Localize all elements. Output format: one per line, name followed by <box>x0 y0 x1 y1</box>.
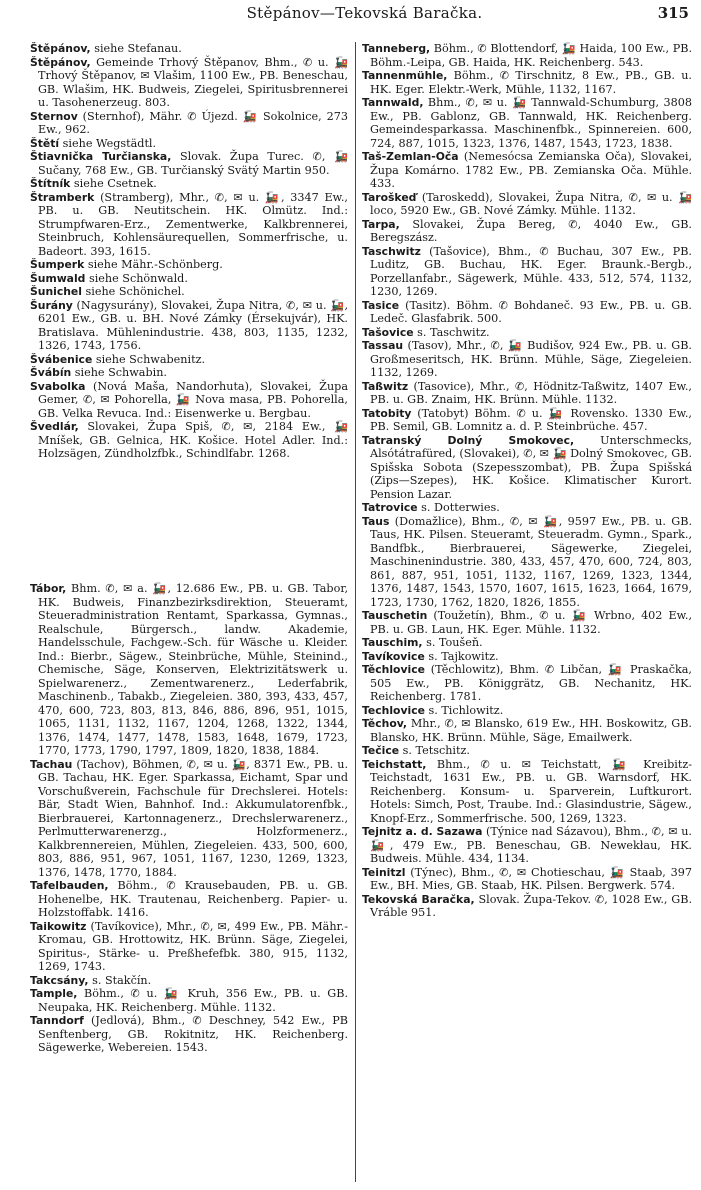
directory-entry <box>30 56 348 110</box>
entry-headword: Štramberk <box>30 190 95 204</box>
directory-entry <box>362 218 692 245</box>
left-column-block-b <box>30 582 348 1055</box>
entry-headword: Teinitzl <box>362 865 406 879</box>
entry-headword: Taschwitz <box>362 244 421 258</box>
entry-headword: Šurány <box>30 298 73 312</box>
entry-text: (Stramberg), Mhr., ✆, ✉ u. 🚂, 3347 Ew., PB. u. GB. Neutitschein. HK. Olmütz. Ind.: Strumpfwaren-Erz., Zementwerke, Kalkbrennerei, Steinbruch, Kohlensäurequellen, Sommerfrische, u. Badeort. 393, 1615. <box>38 190 348 258</box>
directory-entry <box>30 987 348 1014</box>
entry-text: s. Dotterwies. <box>417 501 500 514</box>
entry-text: (Jedlová), Bhm., ✆ Deschney, 542 Ew., PB Senftenberg, GB. Rokitnitz, HK. Reichenberg. Sägewerke, Webereien. 1543. <box>38 1014 348 1054</box>
directory-entry <box>30 272 348 286</box>
directory-entry <box>362 609 692 636</box>
entry-text: (Domažlice), Bhm., ✆, ✉ 🚂, 9597 Ew., PB. u. GB. Taus, HK. Pilsen. Steueramt, Steueradm. Gymn., Spark., Bandfbk., Bierbrauerei, Sägewerke, Ziegelei, Maschinenindustrie. 380, 433, 457, 470, 600, 724, 803, 861, 887, 951, 1051, 1132, 1167, 1269, 1323, 1344, 1376, 1487, 1543, 1570, 1607, 1615, 1623, 1664, 1679, 1723, 1730, 1762, 1820, 1826, 1855. <box>370 514 692 609</box>
left-column <box>30 42 348 1182</box>
entry-text: siehe Wegstädtl. <box>59 136 157 150</box>
directory-entry <box>30 758 348 880</box>
directory-entry <box>30 42 348 56</box>
directory-entry <box>30 353 348 367</box>
entry-headword: Tábor, <box>30 582 67 595</box>
entry-text: (Nová Maša, Nandorhuta), Slovakei, Župa Gemer, ✆, ✉ Pohorella, 🚂 Nova masa, PB. Pohorella, GB. Velka Revuca. Ind.: Eisenwerke u. Bergbau. <box>38 379 348 420</box>
entry-headword: Švedlár, <box>30 420 79 433</box>
entry-headword: Těchov, <box>362 717 408 730</box>
page-number: 315 <box>657 4 689 22</box>
left-column-block-a <box>30 42 348 461</box>
entry-headword: Tanndorf <box>30 1014 84 1027</box>
entry-headword: Šunichel <box>30 285 82 298</box>
entry-text: Böhm., ✆ Krausebauden, PB. u. GB. Hohenelbe, HK. Trautenau, Reichenberg. Papier- u. Holzstoffabk. 1416. <box>38 879 348 919</box>
entry-text: Böhm., ✆ Blottendorf, 🚂 Haida, 100 Ew., PB. Böhm.-Leipa, GB. Haida, HK. Reichenberg. 543. <box>370 42 692 69</box>
entry-text: (Tasovice), Mhr., ✆, Hödnitz-Taßwitz, 1407 Ew., PB. u. GB. Znaim, HK. Brünn. Mühle. 1132. <box>370 379 692 406</box>
directory-entry <box>362 758 692 826</box>
entry-text: (Toužetín), Bhm., ✆ u. 🚂 Wrbno, 402 Ew., PB. u. GB. Laun, HK. Eger. Mühle. 1132. <box>370 609 692 636</box>
entry-headword: Taš-Zemlan-Oča <box>362 150 459 163</box>
directory-entry <box>30 974 348 988</box>
directory-entry <box>30 1014 348 1055</box>
directory-entry <box>30 177 348 191</box>
directory-entry <box>362 663 692 704</box>
entry-text: (Tasov), Mhr., ✆, 🚂 Budišov, 924 Ew., PB. u. GB. Großmeseritsch, HK. Brünn. Mühle, Säge, Ziegeleien. 1132, 1269. <box>370 339 692 379</box>
entry-text: s. Tichlowitz. <box>424 703 504 717</box>
directory-entry <box>30 420 348 461</box>
directory-entry <box>362 42 692 69</box>
entry-headword: Tassau <box>362 339 404 352</box>
entry-text: s. Toušeň. <box>422 636 483 649</box>
entry-headword: Svabolka <box>30 379 86 393</box>
entry-text: (Tatobyt) Böhm. ✆ u. 🚂 Rovensko. 1330 Ew., PB. Semil, GB. Lomnitz a. d. P. Steinbrüche. 457. <box>370 406 692 433</box>
entry-text: siehe Schwabenitz. <box>92 352 206 366</box>
entry-headword: Štiavnička Turčianska, <box>30 150 172 163</box>
right-column <box>362 42 692 1182</box>
directory-entry <box>362 825 692 866</box>
directory-entry <box>362 96 692 150</box>
directory-entry <box>362 866 692 893</box>
entry-headword: Štětí <box>30 136 60 150</box>
entry-text: s. Tetschitz. <box>399 744 470 757</box>
entry-text: s. Stakčín. <box>88 973 152 987</box>
entry-headword: Tanneberg, <box>362 42 431 55</box>
entry-text: Mhr., ✆, ✉ Blansko, 619 Ew., HH. Boskowitz, GB. Blansko, HK. Brünn. Mühle, Säge, Emailwerk. <box>370 717 692 744</box>
entry-headword: Tatranský Dolný Smokovec, <box>362 433 575 447</box>
entry-headword: Šumperk <box>30 258 85 271</box>
entry-text: siehe Stefanau. <box>90 42 182 55</box>
entry-text: (Tašovice), Bhm., ✆ Buchau, 307 Ew., PB. Luditz, GB. Buchau, HK. Eger. Braunk.-Bergb., Porzellanfabr., Sägewerk, Mühle. 433, 512, 574, 1132, 1230, 1269. <box>370 244 692 298</box>
directory-entry <box>362 650 692 664</box>
directory-entry <box>30 110 348 137</box>
entry-text: Slovak. Župa Turec. ✆, 🚂 Sučany, 768 Ew., GB. Turčianský Svätý Martin 950. <box>38 150 348 177</box>
directory-entry <box>362 636 692 650</box>
directory-entry <box>362 704 692 718</box>
entry-text: (Sternhof), Mähr. ✆ Újezd. 🚂 Sokolnice, 273 Ew., 962. <box>38 109 348 136</box>
page-header <box>40 4 689 26</box>
entry-headword: Švábín <box>30 366 72 379</box>
entry-headword: Švábenice <box>30 352 93 366</box>
entry-headword: Tekovská Baračka, <box>362 892 475 906</box>
entry-headword: Takcsány, <box>30 973 89 987</box>
directory-entry <box>30 285 348 299</box>
directory-entry <box>362 434 692 502</box>
entry-text: Böhm., ✆ u. 🚂 Kruh, 356 Ew., PB. u. GB. Neupaka, HK. Reichenberg. Mühle. 1132. <box>38 987 348 1014</box>
entry-headword: Tannenmühle, <box>362 69 448 82</box>
entry-headword: Tachau <box>30 757 73 771</box>
directory-entry <box>362 69 692 96</box>
directory-entry <box>362 744 692 758</box>
entry-text: Gemeinde Trhový Štěpanov, Bhm., ✆ u. 🚂 Trhový Štěpanov, ✉ Vlašim, 1100 Ew., PB. Beneschau, GB. Wlašim, HK. Budweis, Ziegelei, Spiritusbrennerei u. Tasohenerzeug. 803. <box>38 55 348 109</box>
entry-text: siehe Mähr.-Schönberg. <box>84 258 223 271</box>
entry-headword: Štěpánov, <box>30 55 91 69</box>
directory-entry <box>362 717 692 744</box>
directory-entry <box>362 380 692 407</box>
entry-text: (Tavíkovice), Mhr., ✆, ✉, 499 Ew., PB. Mähr.-Kromau, GB. Hrottowitz, HK. Brünn. Säge, Ziegelei, Spiritus-, Stärke- u. Preßhefefbk. 380, 915, 1132, 1269, 1743. <box>38 919 348 973</box>
entry-headword: Taikowitz <box>30 919 87 933</box>
directory-entry <box>362 299 692 326</box>
entry-text: Unterschmecks, Alsótátrafüred, (Slovakei), ✆, ✉ 🚂 Dolný Smokovec, GB. Spišska Sobota (Szepesszombat), PB. Župa Spišská (Zips—Szepes), HK. Košice. Klimatischer Kurort. Pension Lazar. <box>370 433 692 501</box>
entry-text: siehe Schwabin. <box>71 366 167 379</box>
directory-entry <box>362 339 692 380</box>
directory-entry <box>30 582 348 758</box>
entry-headword: Tauschetin <box>362 609 428 622</box>
entry-text: Slovakei, Župa Spiš, ✆, ✉, 2184 Ew., 🚂 Mníšek, GB. Gelnica, HK. Košice. Hotel Adler. Ind.: Holzsägen, Zündholzfbk., Schindlfabr. 1268. <box>38 420 348 460</box>
right-column-block <box>362 42 692 920</box>
directory-entry <box>30 299 348 353</box>
entry-text: Bhm. ✆, ✉ a. 🚂, 12.686 Ew., PB. u. GB. Tabor, HK. Budweis, Finanzbezirksdirektion, Steueramt, Steueradministration Rentamt, Sparkassa, Gymnas., Realschule, Bürgersch., landw. Akademie, Handelsschule, Fachgew.-Sch. für Wäsche u. Kleider. Ind.: Bierbr., Sägew., Steinbrüche, Mühle, Steinind., Chemische, Säge, Konserven, Elektrizitätswerk u. Spielwarenerz., Zementwarenerz., Lederfabrik, Maschinenb., Tabakb., Ziegeleien. 380, 393, 433, 457, 470, 600, 723, 803, 813, 846, 886, 896, 951, 1015, 1065, 1131, 1132, 1167, 1204, 1268, 1322, 1344, 1376, 1474, 1477, 1478, 1583, 1648, 1679, 1723, 1770, 1773, 1790, 1797, 1809, 1820, 1838, 1884. <box>38 582 348 757</box>
entry-text: siehe Csetnek. <box>70 177 157 190</box>
directory-entry <box>30 380 348 421</box>
directory-entry <box>362 515 692 610</box>
entry-headword: Tatobity <box>362 406 412 420</box>
directory-entry <box>362 893 692 920</box>
entry-text: (Nemesócsa Zemianska Oča), Slovakei, Župa Komárno. 1782 Ew., PB. Zemianska Oča. Mühle. 433. <box>370 150 692 190</box>
entry-headword: Taßwitz <box>362 379 409 393</box>
entry-text: (Týnec), Bhm., ✆, ✉ Chotieschau, 🚂 Staab, 397 Ew., BH. Mies, GB. Staab, HK. Pilsen. Bergwerk. 574. <box>370 865 692 892</box>
entry-text: s. Taschwitz. <box>413 325 490 339</box>
entry-headword: Taus <box>362 514 390 528</box>
entry-text: (Tachov), Böhmen, ✆, ✉ u. 🚂, 8371 Ew., PB. u. GB. Tachau, HK. Eger. Sparkassa, Eichamt, Spar und Vorschußverein, Fachschule für Drechslerei. Hotels: Bär, Stadt Wien, Bahnhof. Ind.: Akkumulatorenfbk., Bierbrauerei, Kartonnagenerz., Drechslerwarenerz., Perlmutterwarenerzg., Holzformenerz., Kalkbrennereien, Mühlen, Ziegeleien. 433, 500, 600, 803, 886, 951, 967, 1051, 1167, 1230, 1269, 1323, 1376, 1478, 1770, 1884. <box>38 757 348 879</box>
directory-entry <box>362 326 692 340</box>
entry-headword: Tample, <box>30 987 78 1000</box>
entry-text: Böhm., ✆ Tirschnitz, 8 Ew., PB., GB. u. HK. Eger. Elektr.-Werk, Mühle, 1132, 1167. <box>370 69 692 96</box>
column-divider <box>355 42 356 1182</box>
entry-headword: Tauschim, <box>362 636 423 649</box>
entry-headword: Teichstatt, <box>362 757 427 771</box>
directory-entry <box>30 150 348 177</box>
entry-headword: Tejnitz a. d. Sazawa <box>362 825 483 838</box>
directory-entry <box>30 258 348 272</box>
entry-text: Slovakei, Župa Bereg, ✆, 4040 Ew., GB. Beregszász. <box>370 217 692 244</box>
entry-text: siehe Schönichel. <box>81 285 185 298</box>
directory-entry <box>30 366 348 380</box>
directory-entry <box>30 137 348 151</box>
directory-entry <box>362 407 692 434</box>
entry-text: Slovak. Župa-Tekov. ✆, 1028 Ew., GB. Vráble 951. <box>370 892 692 919</box>
entry-headword: Techlovice <box>362 703 425 717</box>
directory-entry <box>30 879 348 920</box>
entry-headword: Tavíkovice <box>362 649 425 663</box>
entry-text: siehe Schönwald. <box>85 271 188 285</box>
entry-text: (Týnice nad Sázavou), Bhm., ✆, ✉ u. 🚂, 479 Ew., PB. Beneschau, GB. Newekłau, HK. Budweis. Mühle. 434, 1134. <box>370 825 692 865</box>
directory-entry <box>30 191 348 259</box>
entry-headword: Tečice <box>362 744 400 757</box>
entry-headword: Tasice <box>362 298 400 312</box>
entry-text: (Nagysurány), Slovakei, Župa Nitra, ✆, ✉ u. 🚂, 6201 Ew., GB. u. BH. Nové Zámky (Érsekujvár), HK. Bratislava. Mühlenindustrie. 438, 803, 1135, 1232, 1326, 1743, 1756. <box>38 298 348 352</box>
entry-text: (Taroskedd), Slovakei, Župa Nitra, ✆, ✉ u. 🚂 loco, 5920 Ew., GB. Nové Zámky. Mühle. 1132. <box>370 190 692 217</box>
entry-text: s. Tajkowitz. <box>424 649 499 663</box>
directory-entry <box>362 245 692 299</box>
entry-headword: Štítník <box>30 177 71 190</box>
entry-headword: Štěpánov, <box>30 42 91 55</box>
directory-entry <box>362 150 692 191</box>
directory-entry <box>362 191 692 218</box>
entry-text: Bhm., ✆, ✉ u. 🚂 Tannwald-Schumburg, 3808 Ew., PB. Gablonz, GB. Tannwald, HK. Reichenberg. Gemeindesparkassa. Maschinenfbk., Spinnereien. 600, 724, 887, 1015, 1323, 1376, 1487, 1543, 1723, 1838. <box>370 96 692 150</box>
directory-entry <box>30 920 348 974</box>
entry-headword: Tannwald, <box>362 96 424 109</box>
entry-headword: Sternov <box>30 109 78 123</box>
entry-text: (Tasitz). Böhm. ✆ Bohdaneč. 93 Ew., PB. u. GB. Ledeč. Glasfabrik. 500. <box>370 298 692 325</box>
entry-text: Bhm., ✆ u. ✉ Teichstatt, 🚂 Kreibitz-Teichstadt, 1631 Ew., PB. u. GB. Warnsdorf, HK. Reichenberg. Konsum- u. Sparverein, Luftkurort. Hotels: Simch, Post, Traube. Ind.: Glasindustrie, Sägew., Knopf-Erz., Sommerfrische. 500, 1269, 1323. <box>370 757 692 825</box>
entry-headword: Těchlovice <box>362 663 425 676</box>
directory-entry <box>362 501 692 515</box>
entry-headword: Tašovice <box>362 325 414 339</box>
entry-headword: Tatrovice <box>362 501 418 514</box>
entry-text: (Těchlowitz), Bhm. ✆ Libčan, 🚂 Praskačka, 505 Ew., PB. Königgrätz, GB. Nechanitz, HK. Reichenberg. 1781. <box>370 663 692 703</box>
entry-headword: Šumwald <box>30 271 86 285</box>
entry-headword: Tafelbauden, <box>30 879 109 892</box>
running-title: Stěpánov—Tekovská Baračka. <box>246 4 483 22</box>
entry-headword: Taroškeď <box>362 190 417 204</box>
entry-headword: Tarpa, <box>362 217 400 231</box>
